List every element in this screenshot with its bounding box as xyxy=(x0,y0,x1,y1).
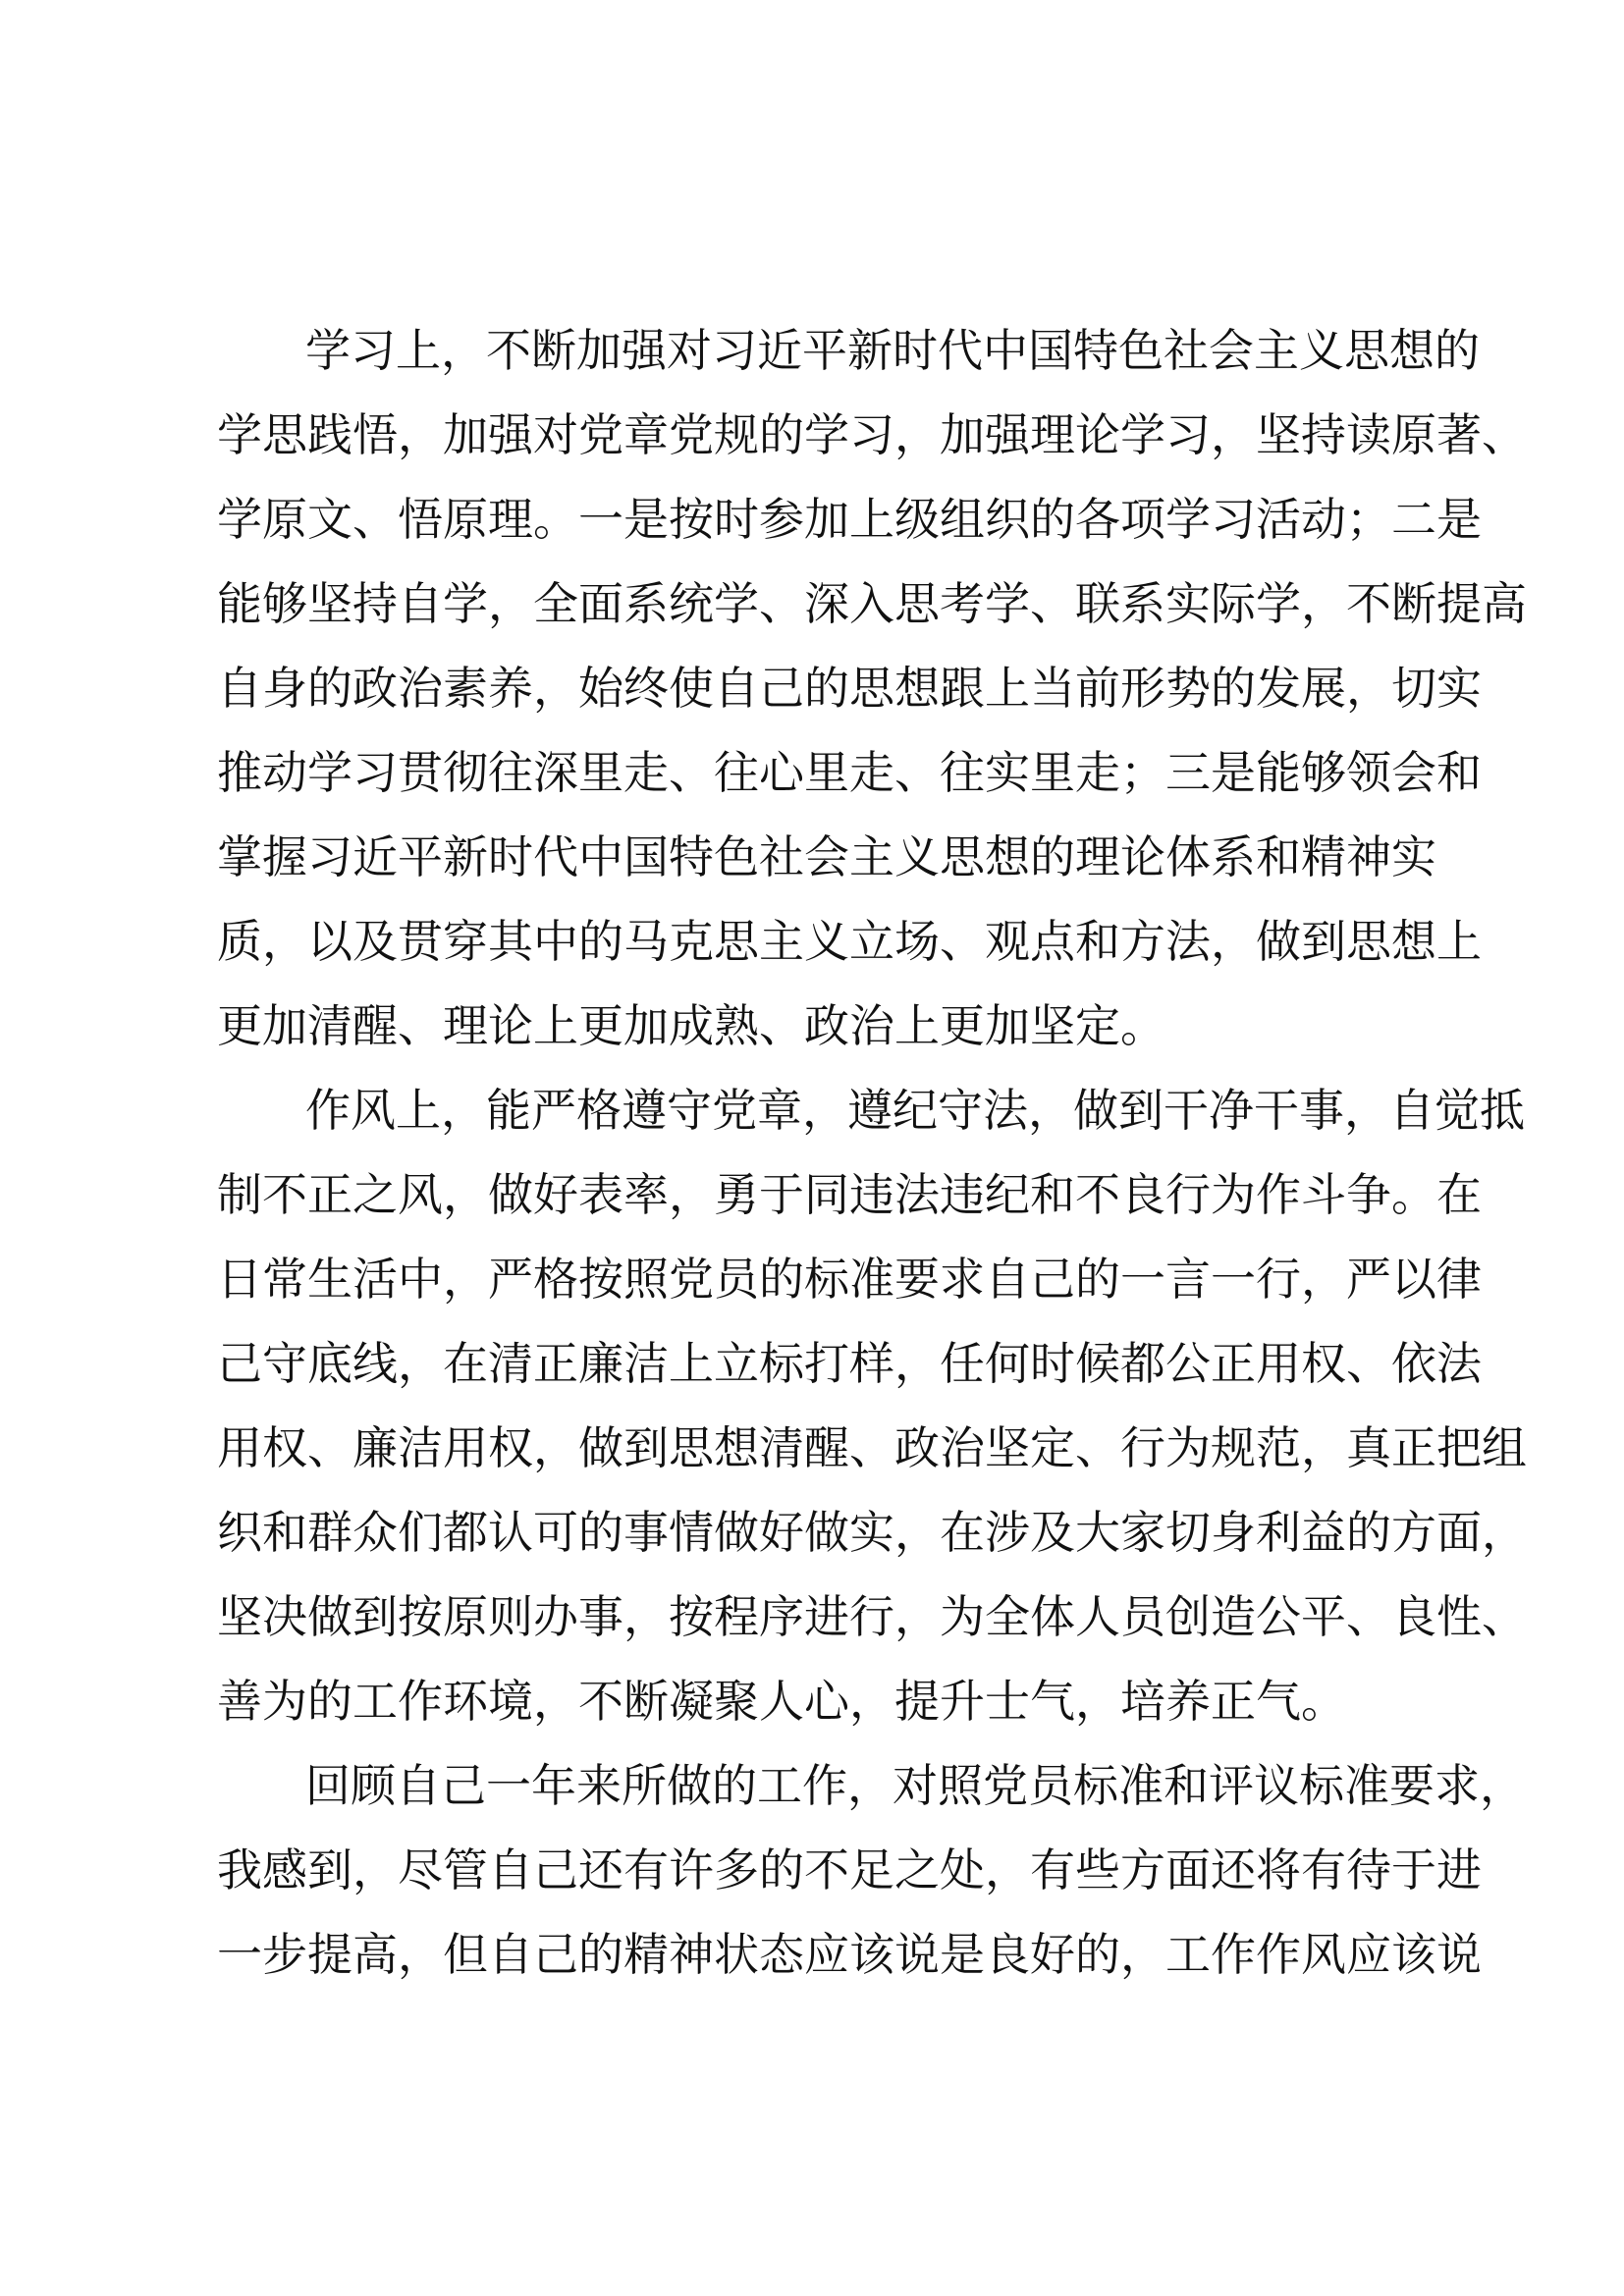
paragraph-3-line-2: 我感到，尽管自己还有许多的不足之处，有些方面还将有待于进 xyxy=(217,1843,1482,1896)
paragraph-1-line-7: 掌握习近平新时代中国特色社会主义思想的理论体系和精神实 xyxy=(217,830,1436,883)
paragraph-1-line-4: 能够坚持自学，全面系统学、深入思考学、联系实际学，不断提高 xyxy=(217,577,1527,630)
paragraph-1-line-9: 更加清醒、理论上更加成熟、政治上更加坚定。 xyxy=(217,999,1165,1052)
paragraph-2-line-8: 善为的工作环境，不断凝聚人心，提升士气，培养正气。 xyxy=(217,1675,1346,1728)
paragraph-1-line-8: 质，以及贯穿其中的马克思主义立场、观点和方法，做到思想上 xyxy=(217,915,1482,968)
paragraph-1-line-2: 学思践悟，加强对党章党规的学习，加强理论学习，坚持读原著、 xyxy=(217,408,1527,461)
paragraph-2-line-5: 用权、廉洁用权，做到思想清醒、政治坚定、行为规范，真正把组 xyxy=(217,1421,1527,1474)
paragraph-2-line-2: 制不正之风，做好表率，勇于同违法违纪和不良行为作斗争。在 xyxy=(217,1168,1482,1221)
paragraph-1-line-5: 自身的政治素养，始终使自己的思想跟上当前形势的发展，切实 xyxy=(217,662,1482,715)
paragraph-2-line-7: 坚决做到按原则办事，按程序进行，为全体人员创造公平、良性、 xyxy=(217,1590,1527,1643)
paragraph-2-line-3: 日常生活中，严格按照党员的标准要求自己的一言一行，严以律 xyxy=(217,1253,1482,1306)
paragraph-1-line-1: 学习上，不断加强对习近平新时代中国特色社会主义思想的 xyxy=(305,324,1480,377)
paragraph-1-line-6: 推动学习贯彻往深里走、往心里走、往实里走；三是能够领会和 xyxy=(217,746,1482,799)
paragraph-3-line-1: 回顾自己一年来所做的工作，对照党员标准和评议标准要求， xyxy=(305,1759,1525,1812)
paragraph-2-line-4: 己守底线，在清正廉洁上立标打样，任何时候都公正用权、依法 xyxy=(217,1337,1482,1390)
paragraph-2-line-6: 织和群众们都认可的事情做好做实，在涉及大家切身利益的方面， xyxy=(217,1506,1527,1559)
paragraph-2-line-1: 作风上，能严格遵守党章，遵纪守法，做到干净干事，自觉抵 xyxy=(305,1084,1525,1137)
paragraph-1-line-3: 学原文、悟原理。一是按时参加上级组织的各项学习活动；二是 xyxy=(217,493,1482,546)
paragraph-3-line-3: 一步提高，但自己的精神状态应该说是良好的，工作作风应该说 xyxy=(217,1928,1482,1981)
